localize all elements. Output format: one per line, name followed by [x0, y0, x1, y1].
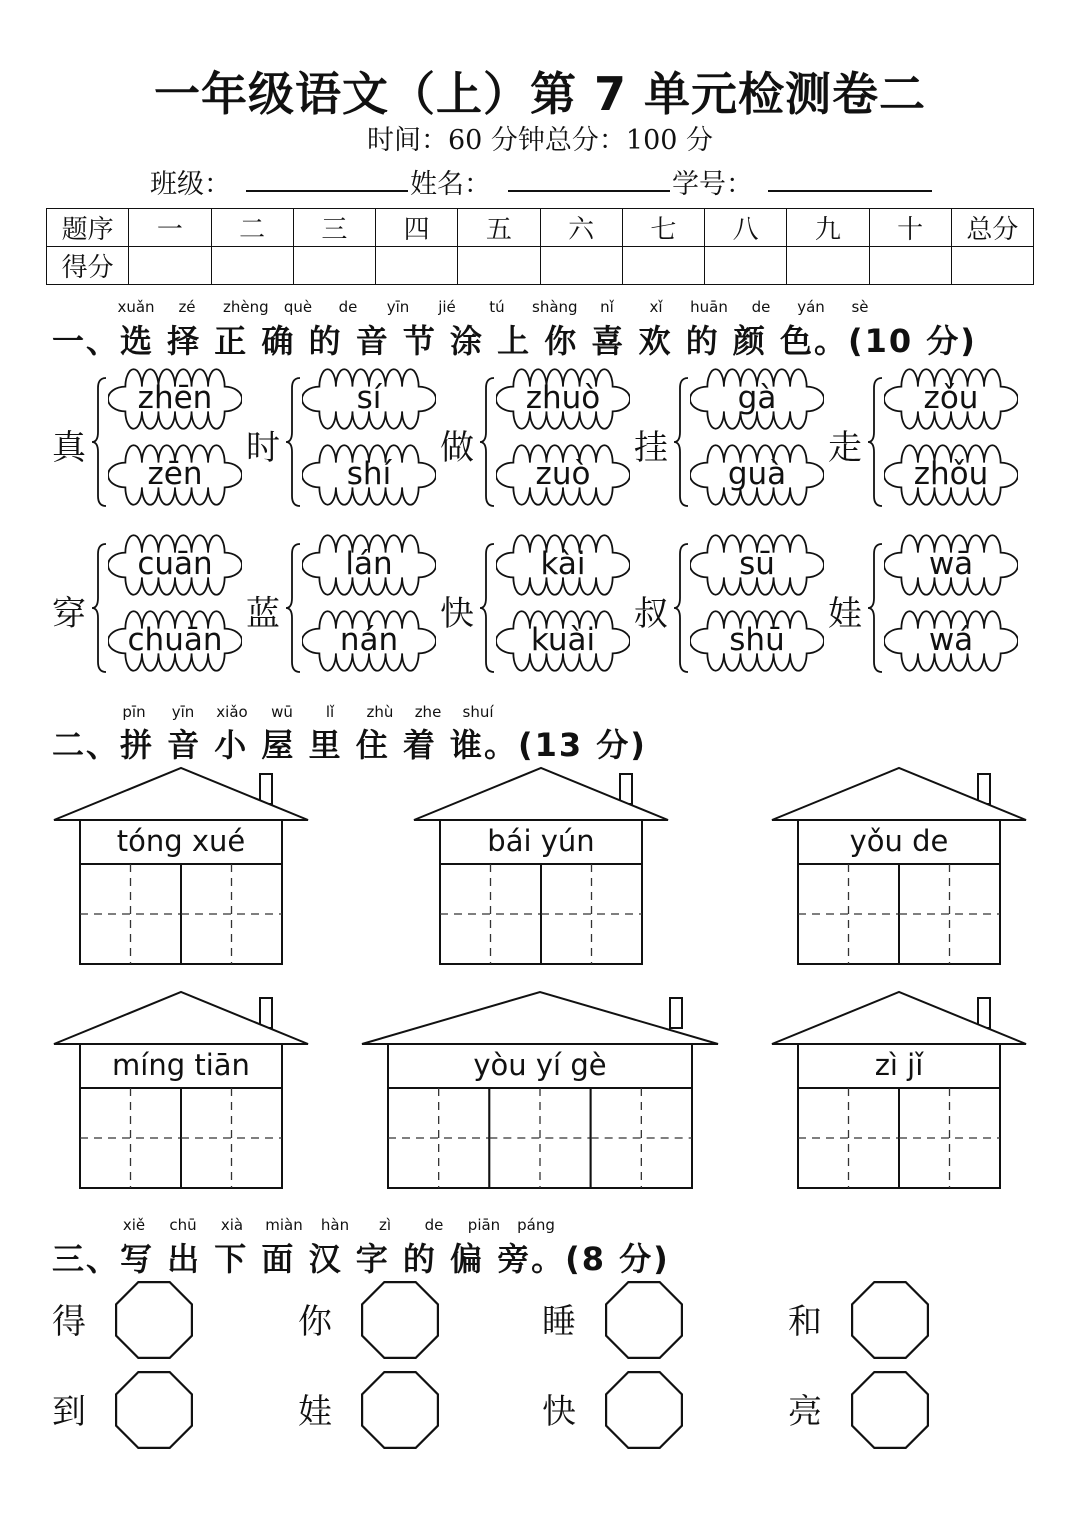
syllable-option-label: nán	[339, 622, 399, 658]
syllable-choice-item	[246, 534, 436, 684]
pinyin-syllable: sè	[851, 298, 869, 316]
score-header-cell: 三	[293, 209, 375, 247]
pinyin-syllable: jié	[438, 298, 456, 316]
syllable-cloud-option[interactable]	[690, 534, 824, 596]
syllable-choice-item	[828, 368, 1018, 518]
pinyin-syllable: zhèng	[223, 298, 269, 316]
score-cell[interactable]	[705, 247, 787, 285]
score-table-header-row	[47, 209, 1034, 247]
octagon-answer-box[interactable]	[848, 1280, 932, 1360]
target-character: 穿	[52, 594, 86, 634]
syllable-option-label: kài	[540, 546, 586, 582]
octagon-answer-box[interactable]	[112, 1370, 196, 1450]
syllable-choice-item	[440, 368, 630, 518]
target-character: 叔	[634, 594, 668, 634]
number-label: 学号：	[672, 169, 753, 200]
page-title: 一年级语文（上）第 7 单元检测卷二	[153, 67, 927, 121]
score-header-cell: 总分	[951, 209, 1033, 247]
syllable-option-label: wá	[928, 622, 974, 658]
pinyin-syllable: huān	[690, 298, 728, 316]
pinyin-syllable: xuǎn	[117, 298, 155, 316]
number-field[interactable]	[768, 190, 932, 192]
house-pinyin-label: míng tiān	[112, 1048, 250, 1082]
pinyin-syllable: miàn	[265, 1216, 303, 1234]
pinyin-syllable: shàng	[532, 298, 578, 316]
radical-question-character: 到	[52, 1392, 86, 1432]
syllable-cloud-option[interactable]	[302, 368, 436, 430]
score-cell[interactable]	[211, 247, 293, 285]
pinyin-syllable: xiě	[122, 1216, 146, 1234]
syllable-choice-item	[52, 368, 242, 518]
name-label: 姓名：	[410, 169, 491, 200]
score-table-score-row	[47, 247, 1034, 285]
pinyin-syllable: xiǎo	[216, 703, 248, 721]
radical-question-character: 娃	[298, 1392, 332, 1432]
syllable-choice-item	[440, 534, 630, 684]
section2-title: 二、拼 音 小 屋 里 住 着 谁。(13 分)	[52, 726, 647, 764]
syllable-cloud-option[interactable]	[108, 368, 242, 430]
syllable-option-label: chuān	[127, 622, 223, 658]
score-header-cell: 七	[622, 209, 704, 247]
pinyin-syllable: yīn	[171, 703, 195, 721]
syllable-cloud-option[interactable]	[496, 368, 630, 430]
house-icon	[412, 766, 670, 968]
score-header-cell: 八	[705, 209, 787, 247]
score-cell[interactable]	[293, 247, 375, 285]
score-cell[interactable]	[376, 247, 458, 285]
syllable-option-label: gà	[737, 380, 777, 416]
pinyin-syllable: zhù	[366, 703, 394, 721]
house-icon	[52, 990, 310, 1192]
target-character: 挂	[634, 428, 668, 468]
syllable-cloud-option[interactable]	[108, 444, 242, 506]
target-character: 时	[246, 428, 280, 468]
syllable-cloud-option[interactable]	[690, 610, 824, 672]
score-cell[interactable]	[129, 247, 211, 285]
syllable-choice-item	[246, 368, 436, 518]
pinyin-syllable: de	[424, 1216, 444, 1234]
syllable-cloud-option[interactable]	[884, 444, 1018, 506]
score-header-cell: 题序	[47, 209, 129, 247]
syllable-cloud-option[interactable]	[884, 368, 1018, 430]
pinyin-syllable: zé	[178, 298, 196, 316]
octagon-answer-box[interactable]	[602, 1280, 686, 1360]
syllable-option-label: lán	[345, 546, 393, 582]
house-icon	[770, 990, 1028, 1192]
radical-question-character: 得	[52, 1302, 86, 1342]
octagon-answer-box[interactable]	[602, 1370, 686, 1450]
syllable-option-label: zǒu	[923, 380, 979, 416]
house-icon	[52, 766, 310, 968]
pinyin-syllable: zhe	[414, 703, 442, 721]
score-header-cell: 一	[129, 209, 211, 247]
house-pinyin-label: yǒu de	[849, 824, 949, 858]
target-character: 蓝	[246, 594, 280, 634]
pinyin-syllable: hàn	[320, 1216, 350, 1234]
pinyin-house	[770, 990, 1028, 1192]
syllable-option-label: shí	[346, 456, 392, 492]
house-pinyin-label: tóng xué	[116, 824, 246, 858]
radical-question-character: 睡	[542, 1302, 576, 1342]
syllable-option-label: zhǒu	[913, 456, 989, 492]
syllable-cloud-option[interactable]	[496, 534, 630, 596]
name-field[interactable]	[508, 190, 670, 192]
score-row-label: 得分	[47, 247, 129, 285]
syllable-cloud-option[interactable]	[108, 610, 242, 672]
syllable-cloud-option[interactable]	[302, 534, 436, 596]
score-cell[interactable]	[869, 247, 951, 285]
syllable-option-label: sí	[356, 380, 382, 416]
house-pinyin-label: zì jǐ	[874, 1048, 924, 1082]
syllable-choice-item	[634, 368, 824, 518]
pinyin-syllable: xǐ	[649, 298, 663, 316]
pinyin-syllable: tú	[489, 298, 505, 316]
pinyin-syllable: què	[283, 298, 313, 316]
syllable-choice-item	[828, 534, 1018, 684]
score-header-cell: 九	[787, 209, 869, 247]
radical-question-character: 和	[788, 1302, 822, 1342]
score-cell[interactable]	[622, 247, 704, 285]
section1-title: 一、选 择 正 确 的 音 节 涂 上 你 喜 欢 的 颜 色。(10 分)	[52, 322, 977, 360]
pinyin-syllable: yán	[797, 298, 825, 316]
syllable-cloud-option[interactable]	[302, 610, 436, 672]
syllable-cloud-option[interactable]	[302, 444, 436, 506]
pinyin-house	[360, 990, 720, 1192]
syllable-choice-item	[634, 534, 824, 684]
syllable-cloud-option[interactable]	[690, 368, 824, 430]
syllable-cloud-option[interactable]	[496, 444, 630, 506]
pinyin-syllable: chū	[169, 1216, 197, 1234]
score-cell[interactable]	[951, 247, 1033, 285]
score-header-cell: 二	[211, 209, 293, 247]
pinyin-syllable: páng	[517, 1216, 555, 1234]
syllable-option-label: wā	[928, 546, 974, 582]
pinyin-house	[52, 990, 310, 1192]
radical-question-character: 亮	[788, 1392, 822, 1432]
section3-title: 三、写 出 下 面 汉 字 的 偏 旁。(8 分)	[52, 1240, 670, 1278]
syllable-cloud-option[interactable]	[108, 534, 242, 596]
syllable-cloud-option[interactable]	[690, 444, 824, 506]
syllable-option-label: zēn	[147, 456, 203, 492]
syllable-option-label: shū	[729, 622, 785, 658]
syllable-option-label: sū	[739, 546, 775, 582]
pinyin-syllable: xià	[220, 1216, 244, 1234]
syllable-cloud-option[interactable]	[496, 610, 630, 672]
class-label: 班级：	[150, 169, 231, 200]
score-header-cell: 四	[376, 209, 458, 247]
score-header-cell: 十	[869, 209, 951, 247]
pinyin-syllable: zì	[378, 1216, 392, 1234]
syllable-option-label: kuài	[530, 622, 596, 658]
syllable-option-label: guà	[727, 456, 787, 492]
octagon-answer-box[interactable]	[848, 1370, 932, 1450]
pinyin-syllable: nǐ	[600, 298, 614, 316]
syllable-choice-item	[52, 534, 242, 684]
house-pinyin-label: yòu yí gè	[473, 1048, 607, 1082]
pinyin-house	[52, 766, 310, 968]
class-field[interactable]	[246, 190, 408, 192]
octagon-answer-box[interactable]	[358, 1370, 442, 1450]
pinyin-house	[770, 766, 1028, 968]
pinyin-syllable: piān	[467, 1216, 501, 1234]
target-character: 娃	[828, 594, 862, 634]
house-icon	[360, 990, 720, 1192]
pinyin-syllable: yīn	[386, 298, 410, 316]
pinyin-syllable: lǐ	[325, 703, 335, 721]
score-cell[interactable]	[458, 247, 540, 285]
score-header-cell: 五	[458, 209, 540, 247]
score-header-cell: 六	[540, 209, 622, 247]
score-table	[46, 208, 1034, 285]
house-icon	[770, 766, 1028, 968]
radical-question-character: 快	[542, 1392, 576, 1432]
syllable-cloud-option[interactable]	[884, 534, 1018, 596]
exam-info: 时间：60 分钟总分：100 分	[366, 125, 714, 156]
octagon-answer-box[interactable]	[112, 1280, 196, 1360]
pinyin-syllable: shuí	[462, 703, 494, 721]
syllable-cloud-option[interactable]	[884, 610, 1018, 672]
target-character: 真	[52, 428, 86, 468]
target-character: 快	[440, 594, 474, 634]
syllable-option-label: zhuò	[525, 380, 601, 416]
syllable-option-label: zhēn	[137, 380, 213, 416]
pinyin-syllable: wū	[271, 703, 293, 721]
score-cell[interactable]	[540, 247, 622, 285]
target-character: 走	[828, 428, 862, 468]
target-character: 做	[440, 428, 474, 468]
score-cell[interactable]	[787, 247, 869, 285]
syllable-option-label: cuān	[137, 546, 213, 582]
pinyin-syllable: pīn	[122, 703, 146, 721]
octagon-answer-box[interactable]	[358, 1280, 442, 1360]
pinyin-syllable: de	[751, 298, 771, 316]
pinyin-house	[412, 766, 670, 968]
house-pinyin-label: bái yún	[487, 824, 595, 858]
radical-question-character: 你	[298, 1302, 332, 1342]
syllable-option-label: zuò	[535, 456, 591, 492]
pinyin-syllable: de	[338, 298, 358, 316]
